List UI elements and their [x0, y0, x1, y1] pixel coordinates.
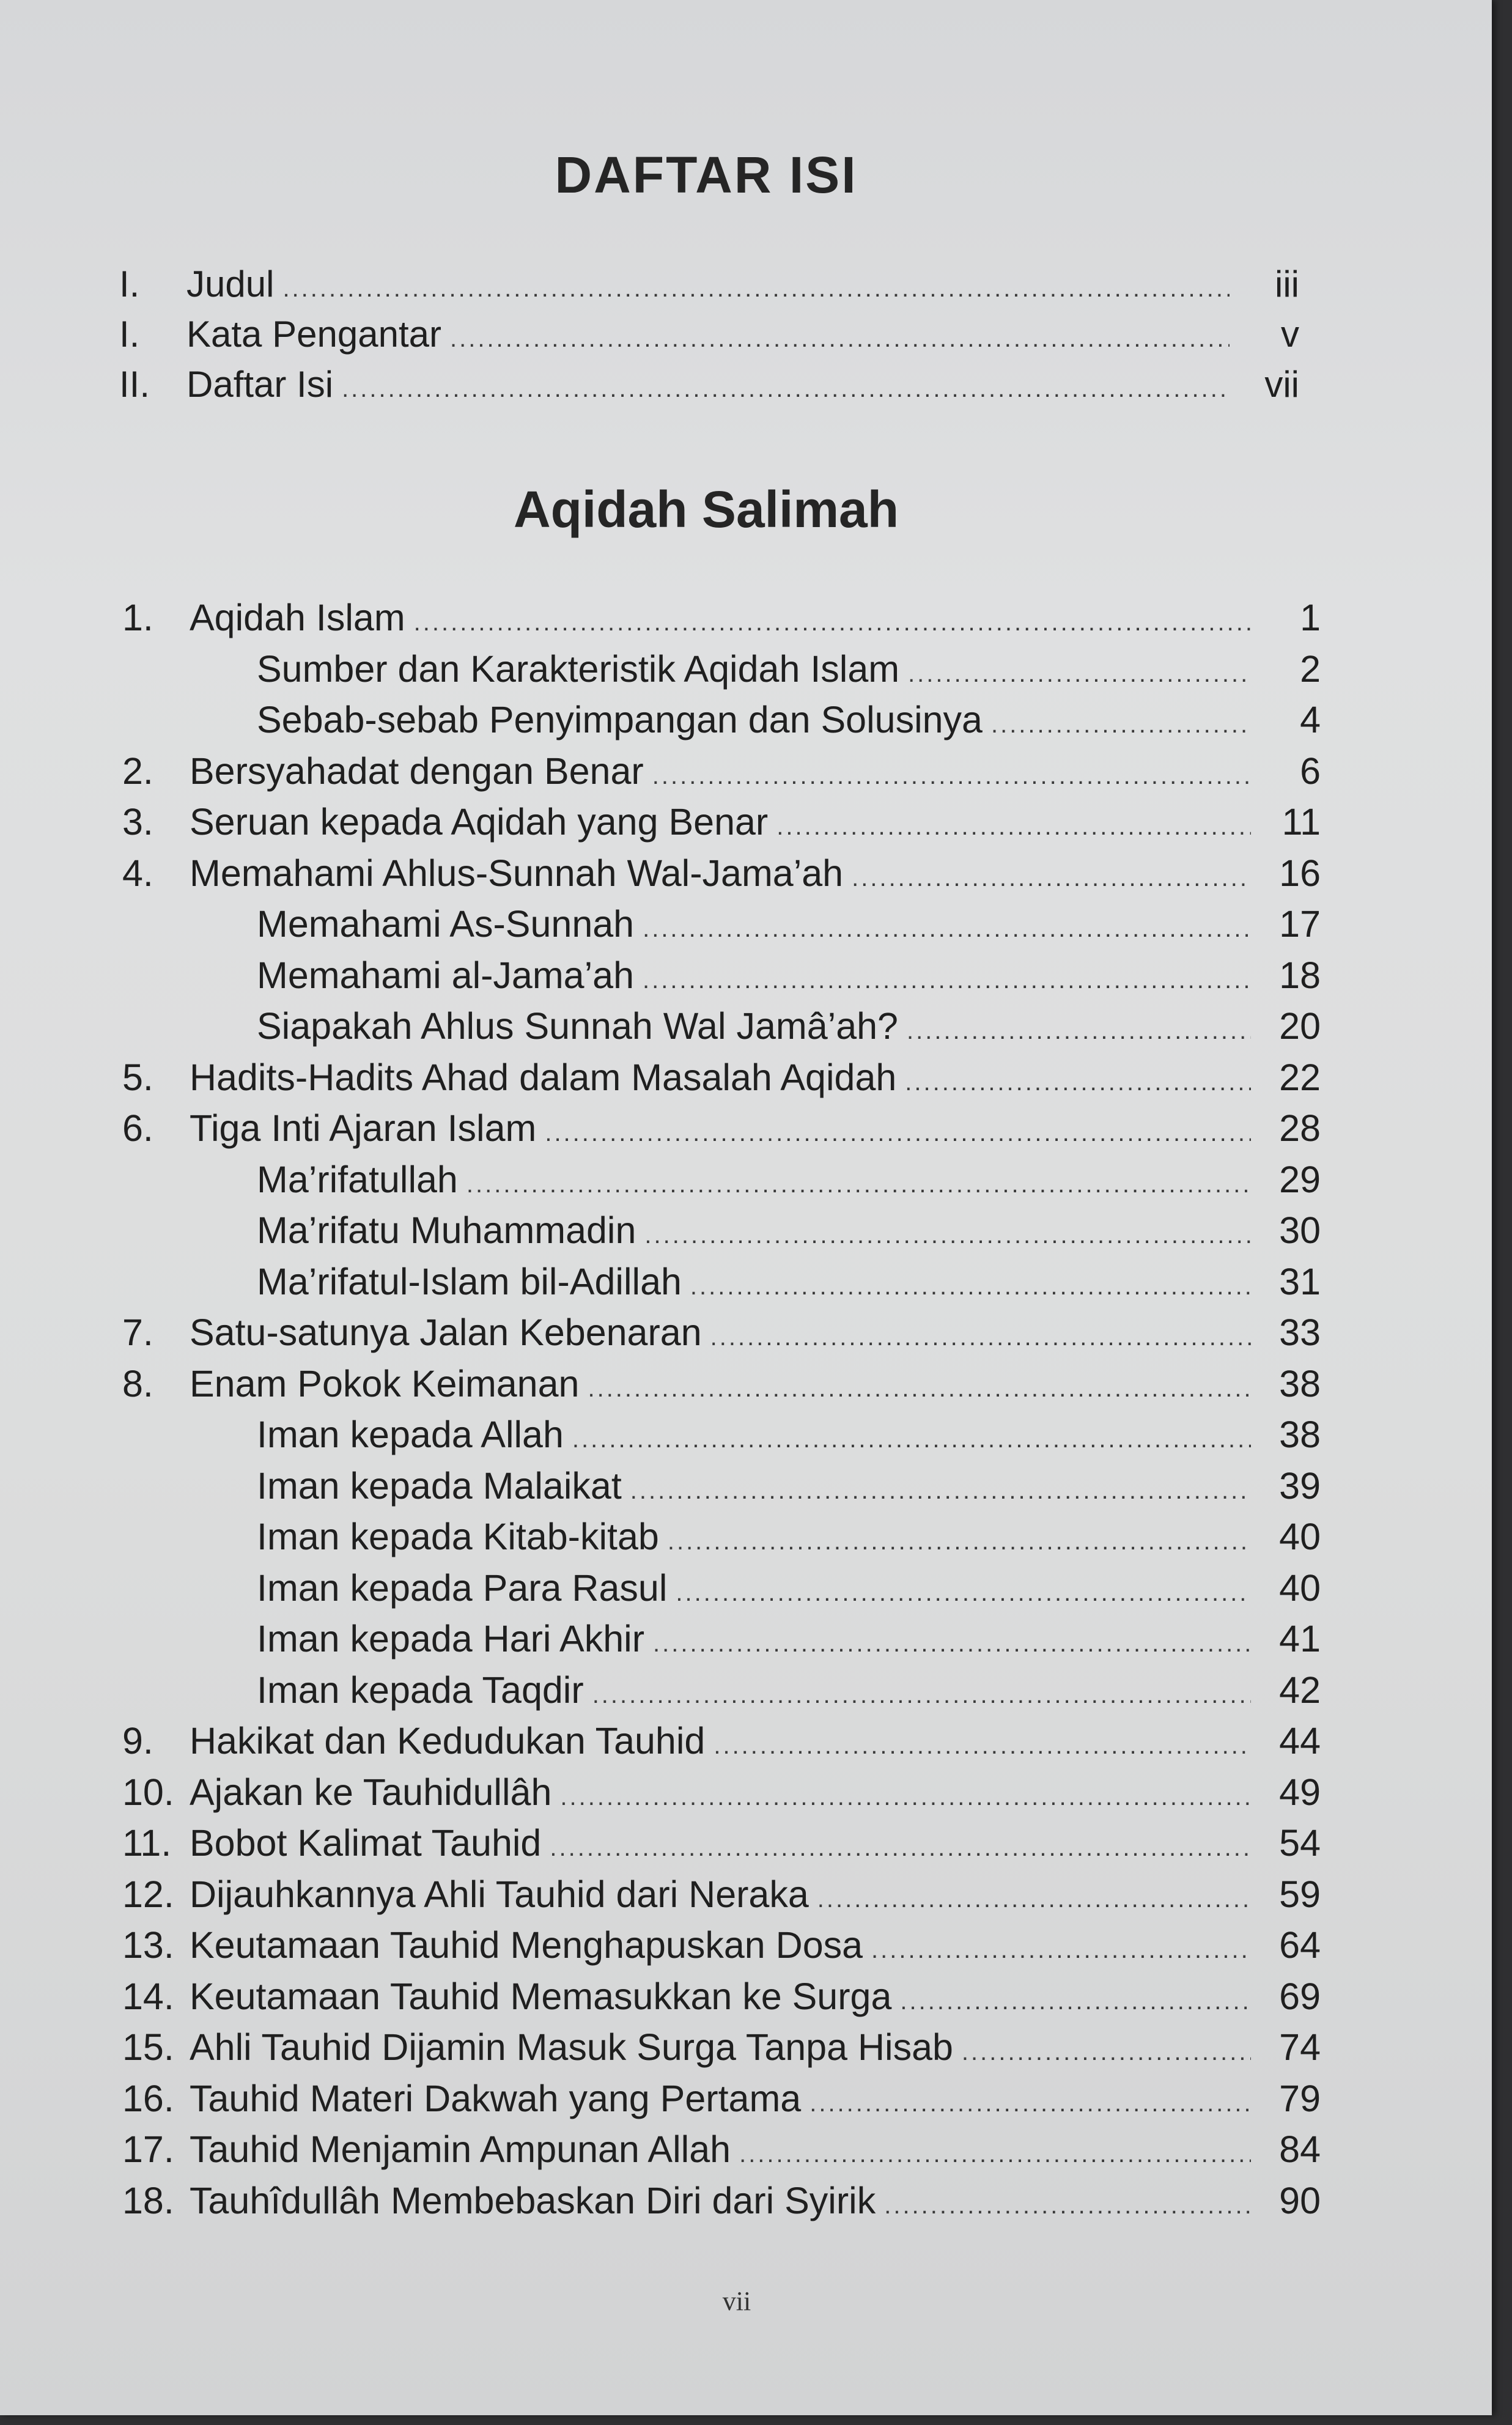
entry-page-number: 41 [1279, 1618, 1321, 1659]
entry-page-number: 90 [1279, 2179, 1321, 2221]
entry-page-number: 20 [1279, 1005, 1321, 1047]
entry-number: 10. [122, 1771, 174, 1813]
entry-page-number: 49 [1279, 1771, 1321, 1813]
entry-number: 13. [122, 1924, 174, 1966]
entry-page-number: 40 [1279, 1567, 1321, 1609]
entry-number: II. [119, 364, 150, 405]
toc-entry [122, 1056, 1321, 1107]
entry-page-number: 39 [1279, 1464, 1321, 1507]
dot-leader [630, 1477, 1251, 1505]
entry-page-number: 54 [1279, 1822, 1321, 1864]
toc-subentry [122, 648, 1321, 699]
toc-entry [122, 1873, 1321, 1924]
dot-leader [652, 762, 1251, 790]
entry-title: Kata Pengantar [186, 314, 441, 355]
dot-leader [414, 609, 1251, 637]
toc-subentry [122, 698, 1321, 750]
dot-leader [588, 1375, 1251, 1403]
entry-page-number: 31 [1279, 1260, 1321, 1302]
dot-leader [668, 1528, 1251, 1556]
entry-number: 12. [122, 1873, 174, 1915]
entry-page-number: 11 [1282, 801, 1321, 843]
entry-page-number: 59 [1279, 1873, 1321, 1915]
dot-leader [884, 2192, 1251, 2220]
entry-page-number: 44 [1279, 1720, 1321, 1762]
dot-leader [572, 1426, 1251, 1453]
dot-leader [852, 865, 1251, 892]
entry-number: 15. [122, 2026, 174, 2068]
entry-title: Hadits-Hadits Ahad dalam Masalah Aqidah [190, 1056, 897, 1098]
entry-title: Tauhid Materi Dakwah yang Pertama [190, 2077, 802, 2119]
entry-title: Ma’rifatullah [257, 1158, 458, 1200]
toc-entry [122, 1362, 1321, 1414]
entry-number: 5. [122, 1056, 153, 1098]
toc-entry [122, 1107, 1321, 1158]
dot-leader [560, 1784, 1251, 1811]
entry-page-number: v [1281, 314, 1299, 355]
entry-title: Keutamaan Tauhid Memasukkan ke Surga [190, 1975, 892, 2017]
dot-leader [710, 1324, 1251, 1351]
toc-entry [122, 800, 1321, 852]
toc-entry [122, 1822, 1321, 1873]
entry-title: Sebab-sebab Penyimpangan dan Solusinya [257, 699, 983, 740]
entry-page-number: 29 [1279, 1158, 1321, 1200]
toc-subentry [122, 954, 1321, 1005]
dot-leader [643, 967, 1251, 994]
entry-title: Tauhîdullâh Membebaskan Diri dari Syirik [190, 2179, 876, 2221]
dot-leader [739, 2141, 1251, 2168]
toc-entry [122, 2128, 1321, 2179]
entry-number: 3. [122, 801, 153, 843]
dot-leader [690, 1273, 1251, 1301]
entry-title: Judul [186, 264, 275, 305]
entry-title: Tauhid Menjamin Ampunan Allah [190, 2128, 731, 2170]
entry-title: Tiga Inti Ajaran Islam [190, 1107, 537, 1149]
entry-title: Bobot Kalimat Tauhid [190, 1822, 542, 1864]
entry-title: Dijauhkannya Ahli Tauhid dari Neraka [190, 1873, 809, 1915]
toc-entry [119, 363, 1299, 413]
entry-page-number: iii [1275, 264, 1299, 305]
entry-title: Iman kepada Allah [257, 1414, 564, 1455]
entry-title: Iman kepada Para Rasul [257, 1567, 668, 1609]
entry-page-number: 79 [1279, 2077, 1321, 2119]
toc-entry [122, 750, 1321, 801]
entry-number: 11. [122, 1822, 172, 1864]
entry-title: Memahami Ahlus-Sunnah Wal-Jama’ah [190, 852, 844, 894]
toc-entry [122, 596, 1321, 648]
entry-number: 18. [122, 2179, 174, 2221]
entry-number: 2. [122, 750, 153, 792]
dot-leader [282, 275, 1230, 303]
entry-title: Satu-satunya Jalan Kebenaran [190, 1312, 702, 1353]
entry-page-number: vii [1264, 364, 1299, 405]
dot-leader [905, 1069, 1251, 1096]
toc-subentry [122, 902, 1321, 954]
dot-leader [450, 325, 1230, 353]
toc-subentry [122, 1005, 1321, 1056]
entry-number: 4. [122, 852, 153, 894]
entry-number: 6. [122, 1107, 153, 1149]
entry-page-number: 6 [1300, 750, 1321, 792]
dot-leader [550, 1834, 1251, 1862]
entry-title: Iman kepada Hari Akhir [257, 1618, 645, 1659]
entry-page-number: 28 [1279, 1107, 1321, 1149]
entry-title: Siapakah Ahlus Sunnah Wal Jamâ’ah? [257, 1005, 898, 1047]
entry-title: Memahami al-Jama’ah [257, 954, 634, 996]
toc-entry [122, 852, 1321, 903]
section-heading: Aqidah Salimah [513, 481, 899, 538]
dot-leader [871, 1936, 1251, 1964]
page-number: vii [722, 2286, 751, 2316]
entry-page-number: 33 [1279, 1312, 1321, 1353]
entry-title: Ahli Tauhid Dijamin Masuk Surga Tanpa Hisab [190, 2026, 953, 2068]
entry-number: I. [119, 314, 140, 355]
entry-number: 16. [122, 2077, 174, 2119]
toc-entry [122, 1924, 1321, 1975]
toc-entry [122, 1771, 1321, 1822]
toc-subentry [122, 1260, 1321, 1312]
entry-number: 14. [122, 1975, 174, 2017]
entry-title: Sumber dan Karakteristik Aqidah Islam [257, 648, 900, 690]
entry-page-number: 17 [1279, 903, 1321, 945]
dot-leader [962, 2039, 1251, 2066]
entry-title: Keutamaan Tauhid Menghapuskan Dosa [190, 1924, 863, 1966]
dot-leader [643, 915, 1251, 943]
toc-entry [122, 2179, 1321, 2231]
toc-list [122, 596, 1321, 2230]
entry-number: 9. [122, 1720, 153, 1762]
entry-title: Enam Pokok Keimanan [190, 1362, 580, 1404]
entry-page-number: 38 [1279, 1414, 1321, 1455]
toc-subentry [122, 1515, 1321, 1567]
toc-entry [119, 263, 1299, 313]
entry-title: Hakikat dan Kedudukan Tauhid [190, 1720, 706, 1762]
entry-title: Ma’rifatu Muhammadin [257, 1209, 636, 1251]
entry-number: 7. [122, 1312, 153, 1353]
dot-leader [545, 1120, 1251, 1147]
toc-subentry [122, 1158, 1321, 1209]
entry-page-number: 42 [1279, 1669, 1321, 1711]
toc-entry [122, 2026, 1321, 2077]
entry-title: Iman kepada Taqdir [257, 1669, 584, 1711]
toc-subentry [122, 1464, 1321, 1516]
dot-leader [653, 1630, 1251, 1658]
entry-title: Aqidah Islam [190, 597, 405, 638]
entry-page-number: 64 [1279, 1924, 1321, 1966]
entry-number: 17. [122, 2128, 174, 2170]
dot-leader [592, 1681, 1251, 1709]
entry-page-number: 16 [1279, 852, 1321, 894]
entry-title: Daftar Isi [186, 364, 334, 405]
entry-title: Iman kepada Malaikat [257, 1464, 622, 1507]
page-title: DAFTAR ISI [555, 146, 858, 204]
dot-leader [776, 813, 1251, 841]
entry-page-number: 40 [1279, 1516, 1321, 1557]
toc-entry [122, 1719, 1321, 1771]
entry-page-number: 30 [1279, 1209, 1321, 1251]
toc-subentry [122, 1669, 1321, 1720]
entry-title: Ma’rifatul-Islam bil-Adillah [257, 1260, 682, 1302]
entry-number: 8. [122, 1362, 153, 1404]
front-matter-list [119, 263, 1299, 413]
dot-leader [714, 1732, 1251, 1760]
dot-leader [644, 1222, 1251, 1249]
dot-leader [907, 1017, 1251, 1045]
dot-leader [342, 375, 1230, 403]
toc-subentry [122, 1209, 1321, 1260]
dot-leader [467, 1171, 1251, 1198]
entry-page-number: 84 [1279, 2128, 1321, 2170]
entry-page-number: 22 [1279, 1056, 1321, 1098]
toc-subentry [122, 1617, 1321, 1669]
dot-leader [900, 1988, 1251, 2015]
entry-page-number: 74 [1279, 2026, 1321, 2068]
toc-entry [122, 1311, 1321, 1362]
entry-title: Memahami As-Sunnah [257, 903, 635, 945]
entry-page-number: 18 [1279, 954, 1321, 996]
entry-number: 1. [122, 597, 153, 638]
dot-leader [991, 711, 1251, 739]
toc-entry [119, 313, 1299, 363]
entry-title: Ajakan ke Tauhidullâh [190, 1771, 552, 1813]
dot-leader [817, 1886, 1251, 1913]
toc-subentry [122, 1413, 1321, 1464]
dot-leader [676, 1579, 1251, 1607]
entry-page-number: 2 [1300, 648, 1321, 690]
entry-page-number: 69 [1279, 1975, 1321, 2017]
dot-leader [809, 2090, 1251, 2117]
entry-page-number: 4 [1300, 699, 1321, 740]
entry-page-number: 1 [1300, 597, 1321, 638]
dot-leader [908, 660, 1251, 688]
toc-entry [122, 1975, 1321, 2026]
entry-title: Iman kepada Kitab-kitab [257, 1516, 659, 1557]
entry-title: Seruan kepada Aqidah yang Benar [190, 801, 769, 843]
toc-entry [122, 2077, 1321, 2128]
entry-number: I. [119, 264, 140, 305]
toc-subentry [122, 1567, 1321, 1618]
entry-page-number: 38 [1279, 1362, 1321, 1404]
entry-title: Bersyahadat dengan Benar [190, 750, 644, 792]
